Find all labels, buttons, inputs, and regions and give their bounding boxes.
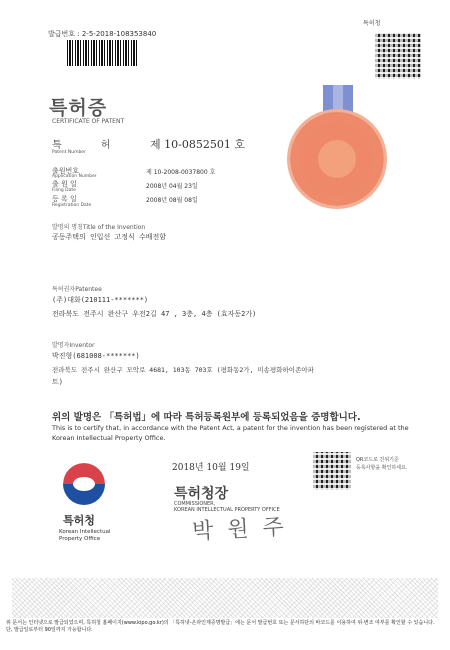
barcode: [67, 40, 138, 66]
inventor-label: [52, 340, 95, 349]
commissioner-title: 특허청장: [174, 486, 229, 502]
inventor-name: 박진형(681008-*******): [52, 352, 140, 360]
qr-code-verify: [313, 452, 351, 490]
qr-caption-line1: QR코드로 진위기준: [356, 457, 399, 463]
qr-code-top: [375, 33, 421, 79]
page-subtitle: CERTIFICATE OF PATENT: [52, 118, 125, 125]
filing-value: 2008년 04월 23일: [146, 183, 198, 190]
patentee-label-en: Patentee: [75, 286, 102, 293]
patent-number-label: 특 허: [52, 140, 129, 151]
application-value: 제 10-2008-0037800 호: [146, 169, 216, 176]
kipo-name-en-line1: Korean Intellectual: [59, 529, 111, 535]
invention-label-ko: 발명의 명칭: [52, 224, 83, 231]
filing-label: 출 원 일: [52, 180, 77, 188]
security-pattern: [12, 578, 438, 618]
inventor-label-ko: 발명자: [52, 342, 70, 349]
patentee-address: 전라북도 전주시 완산구 우전2길 47 , 3층, 4층 (효자동2가): [52, 310, 257, 318]
kipo-name-en: [59, 529, 110, 543]
inventor-address-cont: 트): [52, 378, 63, 386]
certification-statement-en: This is to certify that, in accordance with the Patent Act, a patent for the invention has been registered at the Korean Intellectual Property Office.: [52, 424, 409, 442]
certification-statement: 위의 발명은 「특허법」에 따라 특허등록원부에 등록되었음을 증명합니다.: [52, 412, 361, 423]
qr-caption-line2: 등록사항을 확인하세요.: [356, 465, 408, 471]
invention-title: 공동주택의 인입선 고정식 수배전함: [52, 233, 167, 241]
application-label: 출원번호: [52, 167, 80, 175]
inventor-label-en: Inventor: [69, 342, 95, 349]
registration-value: 2008년 08월 08일: [146, 197, 198, 204]
patentee-label: [52, 284, 102, 293]
filing-label-en: Filing Date: [52, 188, 76, 193]
patentee-label-ko: 특허권자: [52, 286, 76, 293]
footer-note: 위 문서는 인터넷으로 발급되었으며, 특허청 홈페이지(www.kipo.go.kr)의 「특허넷-온라인제증명발급」에는 문서 발급번호 또는 문서하단의 바코드를 이용하여 위·변조 여부를 확인할 수 있습니다. 단, 발급일로부터 90일까지 가능합니다.: [6, 620, 435, 633]
kipo-logo: [63, 463, 105, 505]
official-seal: [290, 112, 384, 206]
registration-label: 등 록 일: [52, 195, 77, 203]
invention-label-en: Title of the Invention: [82, 224, 146, 231]
qr-caption: [356, 456, 407, 472]
invention-label: [52, 222, 145, 231]
patent-number-value: 제 10-0852501 호: [150, 138, 245, 151]
issue-number: 발급번호 : 2-5-2018-108353840: [48, 30, 157, 38]
patentee-name: (주)대화(210111-*******): [52, 296, 149, 304]
page-title: 특허증: [49, 97, 108, 119]
kipo-name-en-line2: Property Office: [59, 536, 101, 542]
application-label-en: Application Number: [52, 174, 97, 179]
logo-swirl: [73, 477, 95, 491]
patent-number-label-en: Patent Number: [52, 150, 86, 155]
inventor-address: 전라북도 전주시 완산구 모악로 4681, 103동 703호 (평화동2가, 미송평화하이존아파: [52, 366, 314, 374]
commissioner-en-line2: KOREAN INTELLECTUAL PROPERTY OFFICE: [174, 507, 280, 513]
registration-label-en: Registration Date: [52, 203, 92, 208]
signature: 박원주: [191, 514, 299, 545]
kipo-name: 특허청: [63, 514, 95, 527]
commissioner-en-line1: COMMISSIONER,: [174, 501, 216, 507]
issue-date: 2018년 10월 19일: [172, 463, 250, 473]
gov-mark: 특허청: [363, 20, 381, 27]
